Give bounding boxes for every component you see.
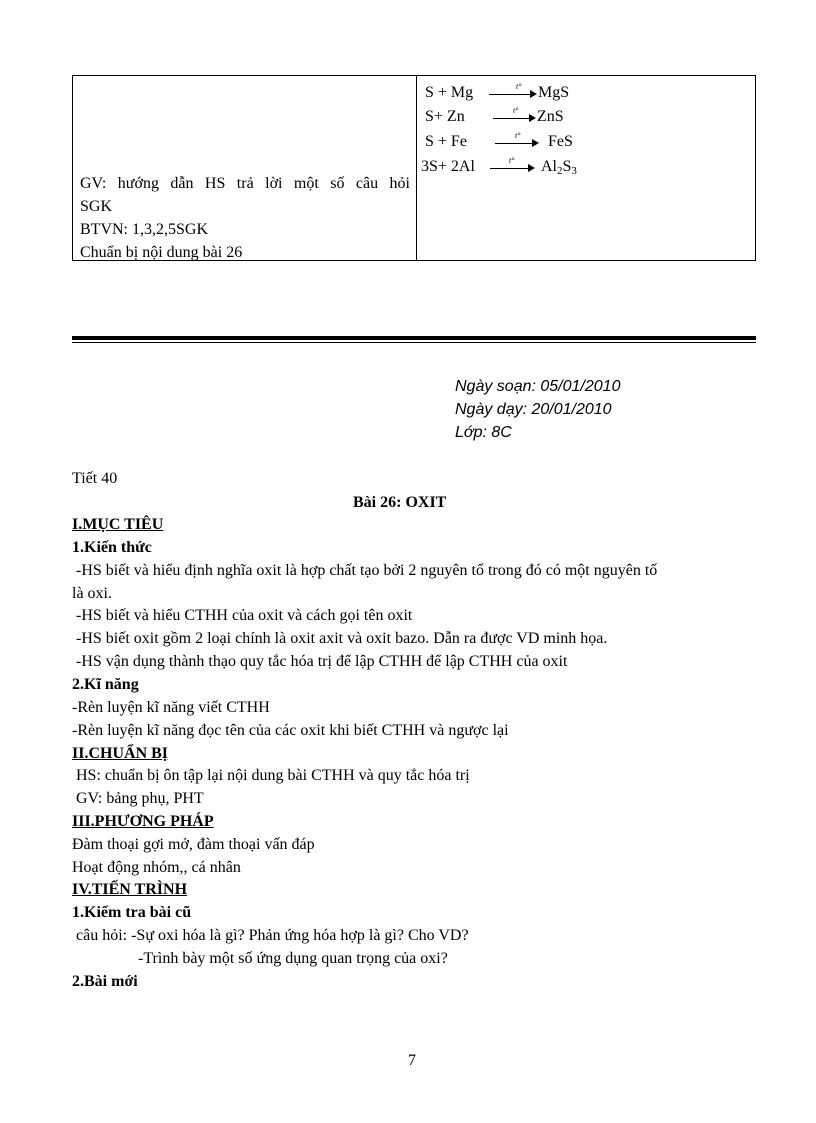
date-taught: Ngày dạy: 20/01/2010	[455, 401, 612, 418]
skill-line: -Rèn luyện kĩ năng đọc tên của các oxit khi biết CTHH và ngược lại	[72, 722, 509, 739]
equation-lhs: S + Fe	[425, 133, 467, 150]
instruction-line: SGK	[80, 198, 113, 215]
equation-rhs: FeS	[548, 133, 573, 150]
skill-line: -Rèn luyện kĩ năng viết CTHH	[72, 699, 270, 716]
subsection-heading: 2.Kĩ năng	[72, 676, 139, 693]
subsection-heading: 1.Kiến thức	[72, 539, 152, 556]
separator-rule-thin	[72, 342, 756, 343]
class-label: Lớp: 8C	[455, 424, 512, 441]
table-divider	[416, 76, 417, 260]
temperature-label: t°	[515, 131, 521, 140]
question-line: câu hỏi: -Sự oxi hóa là gì? Phản ứng hóa hợp là gì? Cho VD?	[76, 927, 469, 944]
objective-line: -HS biết oxit gồm 2 loại chính là oxit axit và oxit bazo. Dẫn ra được VD minh họa.	[76, 630, 608, 647]
date-prepared: Ngày soạn: 05/01/2010	[455, 378, 621, 395]
method-line: Hoạt động nhóm,, cá nhân	[72, 859, 241, 876]
section-heading: I.MỤC TIÊU	[72, 516, 164, 533]
period-label: Tiết 40	[72, 470, 118, 487]
method-line: Đàm thoại gợi mở, đàm thoại vấn đáp	[72, 836, 315, 853]
equation-rhs: ZnS	[537, 108, 564, 125]
arrow-icon	[489, 94, 535, 95]
arrow-icon	[495, 143, 537, 144]
equation-lhs: S + Mg	[425, 84, 474, 101]
prepare-line: Chuẩn bị nội dung bài 26	[80, 244, 243, 261]
subsection-heading: 1.Kiểm tra bài cũ	[72, 904, 192, 921]
equation-lhs: S+ Zn	[425, 108, 465, 125]
objective-line: -HS biết và hiểu định nghĩa oxit là hợp chất tạo bởi 2 nguyên tố trong đó có một nguyên tố	[76, 562, 658, 579]
objective-line: là oxi.	[72, 585, 112, 602]
equation-rhs: MgS	[538, 84, 570, 101]
objective-line: -HS biết và hiểu CTHH của oxit và cách gọi tên oxit	[76, 607, 413, 624]
instruction-line: GV: hướng dẫn HS trả lời một số câu hỏi	[80, 175, 410, 192]
table-left-cell	[80, 172, 410, 264]
top-table	[72, 75, 756, 261]
temperature-label: t°	[513, 106, 519, 115]
page-number: 7	[408, 1052, 416, 1069]
homework-line: BTVN: 1,3,2,5SGK	[80, 221, 209, 238]
temperature-label: t°	[509, 156, 515, 165]
section-heading: IV.TIẾN TRÌNH	[72, 881, 188, 898]
section-heading: III.PHƯƠNG PHÁP	[72, 813, 214, 830]
separator-rule-thick	[72, 336, 756, 340]
equation-rhs: $Al_2S_3$	[541, 158, 577, 177]
equation-lhs: 3S+ 2Al	[421, 158, 475, 175]
subsection-heading: 2.Bài mới	[72, 973, 138, 990]
lesson-title: Bài 26: OXIT	[353, 494, 447, 511]
arrow-icon	[493, 118, 534, 119]
arrow-icon	[490, 168, 533, 169]
preparation-line: GV: bảng phụ, PHT	[76, 790, 204, 807]
question-line: -Trình bày một số ứng dụng quan trọng của oxi?	[138, 950, 448, 967]
preparation-line: HS: chuẩn bị ôn tập lại nội dung bài CTHH và quy tắc hóa trị	[76, 767, 470, 784]
section-heading: II.CHUẨN BỊ	[72, 745, 169, 762]
objective-line: -HS vận dụng thành thạo quy tắc hóa trị để lập CTHH để lập CTHH của oxit	[76, 653, 568, 670]
temperature-label: t°	[516, 82, 522, 91]
